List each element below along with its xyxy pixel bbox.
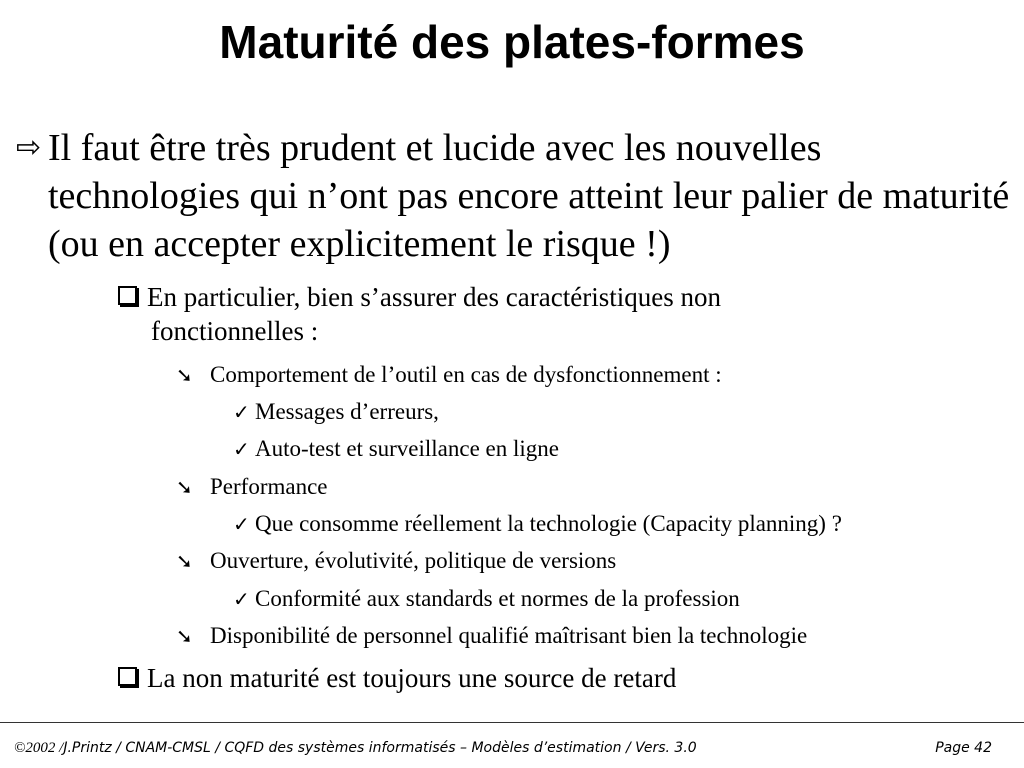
checkmark-icon: ✓: [233, 400, 250, 424]
curved-arrow-icon: ➘: [176, 363, 193, 387]
check-item-text: Conformité aux standards et normes de la profession: [255, 586, 740, 611]
page-number: Page 42: [935, 740, 992, 756]
check-item: [233, 434, 559, 464]
sub-item-4: [176, 621, 807, 651]
footer-divider: [0, 722, 1024, 723]
slide-title: Maturité des plates-formes: [219, 16, 805, 68]
check-item-text: Que consomme réellement la technologie (Capacity planning) ?: [255, 511, 842, 536]
sub-item-2: [176, 472, 328, 502]
curved-arrow-icon: ➘: [176, 475, 193, 499]
sub-bullet-1-text: En particulier, bien s’assurer des caractéristiques non: [147, 282, 721, 312]
check-item: [233, 584, 740, 614]
footer-credits: [14, 739, 697, 757]
check-item: [233, 509, 842, 539]
checkbox-square-icon: [118, 286, 137, 305]
checkmark-icon: ✓: [233, 587, 250, 611]
sub-item-3-text: Ouverture, évolutivité, politique de versions: [210, 548, 617, 573]
main-bullet-text: Il faut être très prudent et lucide avec les nouvelles technologies qui n’ont pas encore atteint leur palier de maturité (ou en accepter explicitement le risque !): [48, 127, 1010, 265]
check-item-text: Auto-test et surveillance en ligne: [255, 436, 560, 461]
sub-item-4-text: Disponibilité de personnel qualifié maîtrisant bien la technologie: [210, 623, 808, 648]
sub-bullet-2: [118, 661, 676, 695]
sub-item-1: [176, 360, 722, 390]
curved-arrow-icon: ➘: [176, 549, 193, 573]
curved-arrow-icon: ➘: [176, 624, 193, 648]
sub-bullet-1-continuation: fonctionnelles :: [151, 316, 319, 346]
arrow-icon: ⇨: [16, 131, 42, 164]
sub-bullet-1: [118, 280, 721, 314]
checkbox-square-icon: [118, 667, 137, 686]
check-item-text: Messages d’erreurs,: [255, 399, 439, 424]
sub-item-3: [176, 546, 616, 576]
footer-copyright: ©2002 /: [14, 740, 64, 756]
checkmark-icon: ✓: [233, 512, 250, 536]
footer-author-line: J.Printz / CNAM-CMSL / CQFD des systèmes informatisés – Modèles d’estimation / Vers. 3.0: [63, 740, 697, 756]
checkmark-icon: ✓: [233, 437, 250, 461]
sub-item-2-text: Performance: [210, 474, 328, 499]
check-item: [233, 397, 439, 427]
main-bullet: [16, 124, 1016, 268]
sub-item-1-text: Comportement de l’outil en cas de dysfonctionnement :: [210, 362, 722, 387]
sub-bullet-2-text: La non maturité est toujours une source de retard: [147, 663, 677, 693]
